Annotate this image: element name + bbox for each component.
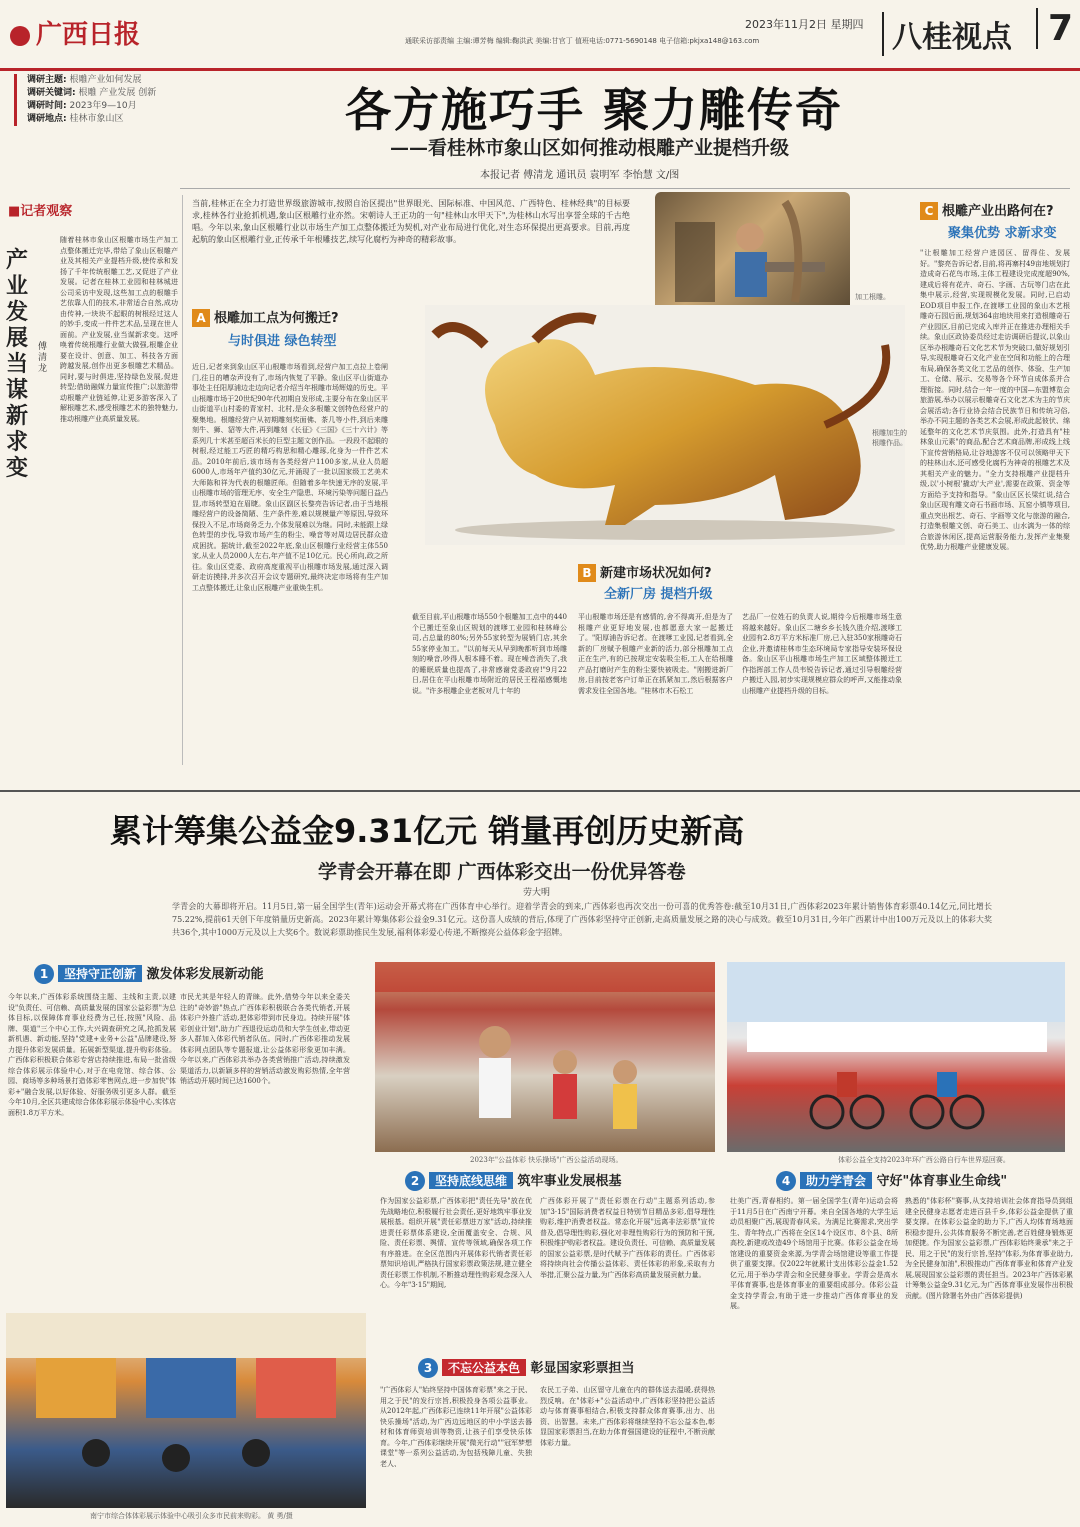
root-carving-bull-photo — [425, 305, 905, 545]
article2-column-1a: 今年以来,广西体彩系统围绕主题、主线和主责,以建设"负责任、可信赖、高质量发展的国家公益彩票"为总体目标,以保障体育事业经费为己任,按照"风险、品牌、渠道"三个中心工作,大兴调查研究之风,抢抓发展新机遇、新动能,坚持"党建+业务+公益"品牌建设,努力提升体彩发展质量。拓展新型渠道,提升购彩体验。广西体彩积极联合体彩专营店持续推进,布局一批省级综合体彩展示体验中心,对于在电竞馆、综合体、公园、商场等多种场景打造体彩零售网点,进一步加快"体彩+"融合发展,以好体验、好服务吸引更多人群。截至今年10月,全区共建成综合体体彩展示体验中心,实体店面积1.8万平方米。 — [8, 993, 176, 1117]
store-illustration — [6, 1313, 366, 1508]
section-c-heading: C 根雕产业出路何在? — [920, 200, 1054, 220]
article2-column-1b: 市民尤其是年轻人的青睐。此外,借势今年以来全委关注的"奇妙游"热点,广西体彩积极联合各类代销者,开展体彩户外推广活动,把体彩带到市民身边。持续开展"体彩创业计划",助力广西退役运动员和大学生创业,带动更多人群加入体彩代销者队伍。同时,广西体彩推动发展体彩网点团队等专题报道,让公益体彩形象更加丰满。今年以来,广西体彩共举办各类营销推广活动,持续激发渠道活力,以新颖多样的营销活动激发购彩热情,全年营销活动开展时间已达1600个。 — [180, 993, 350, 1085]
article2-column-2a: 作为国家公益彩票,广西体彩把"责任先导"放在优先战略地位,积极履行社会责任,更好地筑牢事业发展根基。组织开展"责任彩票进万家"活动,持续推进责任彩票体系建设,全面覆盖安全、合规、风险、责任彩票、舆情、宣传等领域,确保各项工作有序推进。在全区范围内开展体彩代销者责任彩票知识培训,严格执行国家彩票政策法规,建立健全责任彩票工作机制,不断推动理性购彩观念深入人心。今年"3·15"期间, — [380, 1197, 532, 1289]
article1-column-b: 截至目前,平山根雕市场550个根雕加工点中的440个已搬迁至象山区规划的渡嗲工业园和桂林峰公司,占总量的80%;另外55家转型为展销门店,其余55家停业加工。"以前每天从早到晚都听到市场雕刻的噪音,吵得人根本睡不着。现在噪音消失了,我的睡眠质量也提高了,非常感谢党委政府!"9月22日,居住在平山根雕市场附近的居民王程福感慨地说。"许多根雕企业老板对几十年的 — [412, 613, 567, 695]
article2-column-3a: "广西体彩人"始终坚持中国体育彩票"来之于民、用之于民"的发行宗旨,积极投身各项公益事业。从2012年起,广西体彩已连续11年开展"公益体彩 快乐操场"活动,为广西边远地区的中小学送去器材和体育师资培训等物资,让孩子们享受快乐体育。今年,广西体彩继续开展"微光行动""冠军梦想课堂"等一系列公益活动,为包括残障儿童、失独老人、 — [380, 1386, 532, 1468]
research-row: 调研地点: 桂林市象山区 — [27, 114, 124, 124]
worker-carving-photo — [655, 192, 850, 312]
article2-subhead: 学青会开幕在即 广西体彩交出一份优异答卷 — [318, 861, 686, 883]
page-number: 7 — [1036, 8, 1073, 49]
article1-intro: 当前,桂林正在全力打造世界级旅游城市,按照自治区提出"世界眼光、国际标准、中国风范、广西特色、桂林经典"的目标要求,桂林各行业抢抓机遇,象山区根雕行业亦然。宋朝诗人王正功的一句"桂林山水甲天下",为桂林山水写出享誉全球的千古绝唱。今年以来,象山区根雕行业以市场生产加工点整体搬迁为契机,对产业布局进行优化,对生态环保提出更高要求。目前,再度起航的象山区根雕行业,正传承千年根雕技艺,续写化腐朽为神奇的精彩故事。 — [192, 199, 630, 244]
divider — [180, 188, 1070, 189]
article1-column-d: 艺品厂一位姓石的负责人说,期待今后根雕市场生意将越来越好。象山区二塘乡乡长钱久胜介绍,渡嗲工业园有2.8万平方米标准厂房,已入驻350家根雕奇石企业,并邀请桂林市生态环境局专家指导安装环保设备。象山区平山根雕市场生产加工区域整体搬迁工作指挥部工作人员韦锐告诉记者,通过引导根雕经营户搬迁入园,初步实现规模应群众的呼声,又能推动象山根雕产业提档升级的目标。 — [742, 613, 902, 695]
research-row: 调研主题: 根雕产业如何发展 — [27, 75, 142, 85]
photo1-caption: 加工根雕。 — [855, 293, 890, 301]
section-4-heading: 4 助力学青会 守好"体育事业生命线" — [776, 1170, 1007, 1191]
event-illustration — [375, 962, 715, 1152]
lottery-store-photo — [6, 1313, 366, 1508]
article2-column-3b: 农民工子弟、山区留守儿童在内的群体送去温暖,获得热烈反响。在"体彩+"公益活动中,广西体彩坚持把公益活动与体育赛事相结合,积极支持群众体育赛事,出力、出资、出智慧。未来,广西体彩将继续坚持不忘公益本色,彰显国家彩票担当,在助力体育强国建设的征程中,不断贡献体彩力量。 — [540, 1386, 715, 1447]
root-carving-bull-illustration — [425, 305, 905, 545]
section-a-heading: A 根雕加工点为何搬迁? — [192, 307, 339, 327]
article1-headline: 各方施巧手 聚力雕传奇 — [345, 83, 844, 137]
editor-line: 通联采访部责编 主编:谭芳梅 编辑:鞠洪武 美编:甘官丁 值班电话:0771-5690148 电子信箱:pkjxa148@163.com — [405, 37, 760, 45]
photo-c-caption: 南宁市综合体体彩展示体验中心吸引众多市民前来购彩。 黄 勇/摄 — [90, 1512, 293, 1520]
article2-byline: 劳大明 — [523, 888, 551, 898]
section-b-heading: B 新建市场状况如何? — [578, 562, 712, 582]
article1-byline: 本报记者 傅清龙 通讯员 袁明军 李怡慧 文/图 — [480, 170, 680, 181]
section-b-subheading: 全新厂房 提档升级 — [604, 587, 713, 602]
photo-b-caption: 体彩公益全支持2023年环广西公路自行车世界巡回赛。 — [838, 1156, 1010, 1164]
article1-column-a: 近日,记者来到象山区平山根雕市场看到,经营户加工点拉上卷闸门,往日的嘈杂声没有了,市场内恢复了平静。象山区平山街道办事处主任阳厚浦边走边向记者介绍当年根雕市场辉煌的历史。平山根雕市场于20世纪90年代初期自发形成,主要分布在象山区平山街道平山村委的青家村、北村,是众多根雕文创特色经营户的聚集地。根雕经营户从初期雕刻奖面佛、茶几等小件,到后来雕刻牛、狮、貂等大件,再到雕刻《长征》《三国》《三十六计》等系列几十米甚至超百米长的巨型主题文创作品。一段段不起眼的树根,经过能工巧匠的精巧构思和精心雕琢,化身为一件件艺术品。2010年前后,该市场有各类经营户1100多家,从业人员超6000人,市场年产值约30亿元,并涌现了一批以国家级工艺美术大师陈和祥为代表的根雕匠师。但随着多年快速无序的发展,平山根雕市场的管理无序、安全生产隐患、环境污染等问题日益凸显,市场转型迫在眉睫。象山区副区长黎亮告诉记者,由于当地根雕经营户的设备简陋、生产条件差,难以规模量产等原因,导致环保投入不足,市场商务乏力,个体发展难以为继。同时,未能跟上绿色转型的步伐,导致市场产生的粉尘、噪音等对周边居民群众造成困扰。据统计,截至2022年底,象山区根雕行业经营主体550家,从业人员2000人左右,年产值不足10亿元。民心所向,政之所往。象山区党委、政府高度重视平山根雕市场发展,通过深入调研走访摸排,并多次召开会议专题研究,最终决定市场将有生产加工点整体搬迁,让象山区根雕产业重焕生机。 — [192, 363, 388, 592]
issue-date: 2023年11月2日 星期四 — [745, 18, 864, 31]
commentary-title: 产业发展当谋新求变 — [6, 248, 29, 481]
section-a-subheading: 与时俱进 绿色转型 — [228, 334, 337, 349]
logo-mark-icon — [10, 26, 30, 46]
article2-column-4b: 熟悉的"体彩杯"赛事,从支持培训社会体育指导员到组建全民健身志愿者走进百县千乡,体彩公益金提供了重要支撑。在体彩公益金的助力下,广西人均体育场地面积稳步提升,公共体育服务不断完善,老百姓健身锻炼更加便捷。作为国家公益彩票,广西体彩始终秉承"来之于民、用之于民"的发行宗旨,坚持"体彩,为体育事业助力,为全民健身加油",积极推动广西体育事业和体育产业发展,展现国家公益彩票的责任担当。2023年广西体彩累计筹集公益金9.31亿元,为广西体育事业发展作出积极贡献。(图片除署名外由广西体彩提供) — [905, 1197, 1073, 1300]
section-c-subheading: 聚集优势 求新求变 — [948, 226, 1057, 241]
worker-carving-illustration — [655, 192, 850, 312]
article2-headline: 累计筹集公益金9.31亿元 销量再创历史新高 — [110, 812, 745, 850]
article2-column-2b: 广西体彩开展了"责任彩票在行动"主题系列活动,参加"3·15"国际消费者权益日特别节目精品多彩,倡导理性购彩,维护消费者权益。常态化开展"远离非法彩票"宣传普及,倡导理性购彩,强化对非理性购彩行为的预防和干预,积极维护购彩者权益。建设负责任、可信赖、高质量发展的国家公益彩票,是时代赋予广西体彩的责任。广西体彩将持续向社会传播公益体彩、责任体彩的形象,采取有力举措,汇聚公益力量,为广西体彩高质量发展贡献力量。 — [540, 1197, 715, 1279]
logo-text: 广西日报 — [36, 20, 141, 50]
divider — [182, 195, 183, 765]
section-2-heading: 2 坚持底线思维 筑牢事业发展根基 — [405, 1170, 622, 1191]
research-info-box — [14, 74, 237, 126]
section-name: 八桂视点 — [882, 12, 1012, 56]
commentary-author: 傅清龙 — [38, 342, 48, 374]
section-1-heading: 1 坚持守正创新 激发体彩发展新动能 — [34, 963, 264, 984]
cycling-illustration — [727, 962, 1065, 1152]
commentary-tag: ■记者观察 — [8, 204, 73, 219]
article2-column-4a: 壮美广西,青春相约。第一届全国学生(青年)运动会将于11月5日在广西南宁开幕。来自全国各地的大学生运动员相聚广西,展现青春风采。为满足比赛需求,突出学生、青年特点,广西将在全区14个设区市、8个县、8所高校,新建或改造49个场馆用于比赛。体彩公益金在场馆建设的重要资金来源,为学青会场馆建设等重工作提供了重要支撑。仅2022年就累计支出体彩公益金1.52亿元,用于举办学青会和全民健身事业。学青会是高水平体育赛事,也是体育事业的重要组成部分。体彩公益金支持学青会,有助于进一步推动广西体育事业的发展。 — [730, 1197, 898, 1310]
article1-column-c: 平山根雕市场还是有感情的,舍不得离开,但是为了根雕产业更好地发展,也都愿意大家一起搬迁了。"阳厚浦告诉记者。在渡嗲工业园,记者看到,全新的厂房赋予根雕产业新的活力,部分根雕加工点正在生产,有的已按规定安装吸尘柜,工人在给根雕产品打磨时产生的粉尘要快被吸走。"刚搬进新厂房,目前按老客户订单正在抓紧加工,然后根据客户需求发往全国各地。"桂林市木石松工 — [578, 613, 733, 695]
article2-intro: 学青会的大幕即将开启。11月5日,第一届全国学生(青年)运动会开幕式将在广西体育中心举行。迎着学青会的到来,广西体彩也再次交出一份可喜的优秀答卷:截至10月31日,广西体彩2023年累计销售体育彩票40.14亿元,同比增长75.22%,提前61天创下年度销量历史新高。2023年累计筹集体彩公益金9.31亿元。这份喜人成绩的背后,体现了广西体彩坚持守正创新,走高质量发展之路的决心与成效。截至10月31日,今年广西累计中出100万元及以上的体彩大奖共36个,其中1000万元及以上大奖6个。数说彩票助推民生发展,福利体彩爱心传递,不断擦亮公益体彩金字招牌。 — [172, 902, 992, 937]
article1-column-e: "让根雕加工经营户进园区、留得住、发展好。"黎亮告诉记者,目前,将再寨村49亩地规划打造成奇石花鸟市场,主体工程建设完成度超90%,建成后将有花卉、奇石、字画、古玩等门店在此集中展示,经营,实现规模化发展。同时,已启动EOD项目申报工作,在渡嗲工业园的象山木艺根雕奇石园后面,规划364亩地块用来打造根雕奇石产业园区,目前已完成入库并正在推进办理相关手续。象山区政协委员经过走访调研后提议,以象山区举办根雕奇石文化艺术节为突破口,做好规划引导,实现根雕奇石文化产业在空间和功能上的合理布局,确保各类文化工艺品的创作、体验、生产加工、仓储、展示、交易等各个环节自成体系并合理衔接。同时,结合一年一度的中国—东盟博览会旅游展,举办以展示根雕奇石文化艺术为主的节庆会展活动;各行业协会结合民族节日和传统习俗,举办不同主题的各类艺术会展,形成此起彼伏、绵延整年的文化艺术节庆氛围。此外,打造具有"桂林象山元素"的商品,配合艺术商品牌,形成线上线下宣传营销格局,让谷地游客不仅可以领略甲天下的桂林山水,还可感受化腐朽为神奇的根雕艺术及其相关产业的魅力。"全力支持根雕产业提档升级,以'小树根'撬动'大产业',需要在政策、资金等方面给予支持和指导。"象山区区长梁红说,结合象山区现有雕文奇石书画市场、瓦窑小镇等项目,重点突出根艺、奇石、字画等文化与旅游的融合,打造集根雕文创、奇石美工、山水漓为一体的综合旅游休闲区,提高运营服务能力,发挥产业集聚优势,助力根雕产业健康发展。 — [920, 249, 1070, 551]
research-row: 调研时间: 2023年9—10月 — [27, 101, 137, 111]
public-welfare-event-photo — [375, 962, 715, 1152]
newspaper-logo — [10, 14, 140, 51]
section-3-heading: 3 不忘公益本色 彰显国家彩票担当 — [418, 1357, 635, 1378]
commentary-body: 随着桂林市象山区根雕市场生产加工点整体搬迁完毕,带给了象山区根雕产业及其相关产业提档升级,使传承和发扬了千年传统根雕工艺,又促进了产业发展。记者在桂林工业园和桂林城进公司采访中发现,这些加工点的根雕手艺依靠人们的技术,非常适合自然,成功由传神,一块块不起眼的树根经过这人的妙手,变成一件件艺术品,呈现在世人面前。产业发展,业当谋新求变。这呼唤着传统根雕行业做大做强,根雕企业要在设计、创意、加工、科技各方面跨越发展,创作出更多根雕艺术精品。同时,要与时俱进,坚持绿色发展,促进转型;借助融媒力量宣传推广;以旅游带动根雕产业链延伸,让更多游客深入了解根雕艺术,感受根雕艺术的独特魅力,推动根雕产业高质量发展。 — [60, 236, 178, 423]
article1-subhead: ——看桂林市象山区如何推动根雕产业提档升级 — [390, 137, 790, 159]
cycling-race-photo — [727, 962, 1065, 1152]
photo-a-caption: 2023年"公益体彩 快乐操场"广西公益活动现场。 — [470, 1156, 623, 1164]
art-caption: 根雕加生的根雕作品。 — [872, 429, 907, 447]
research-row: 调研关键词: 根雕 产业发展 创新 — [27, 88, 157, 98]
divider — [0, 790, 1080, 792]
